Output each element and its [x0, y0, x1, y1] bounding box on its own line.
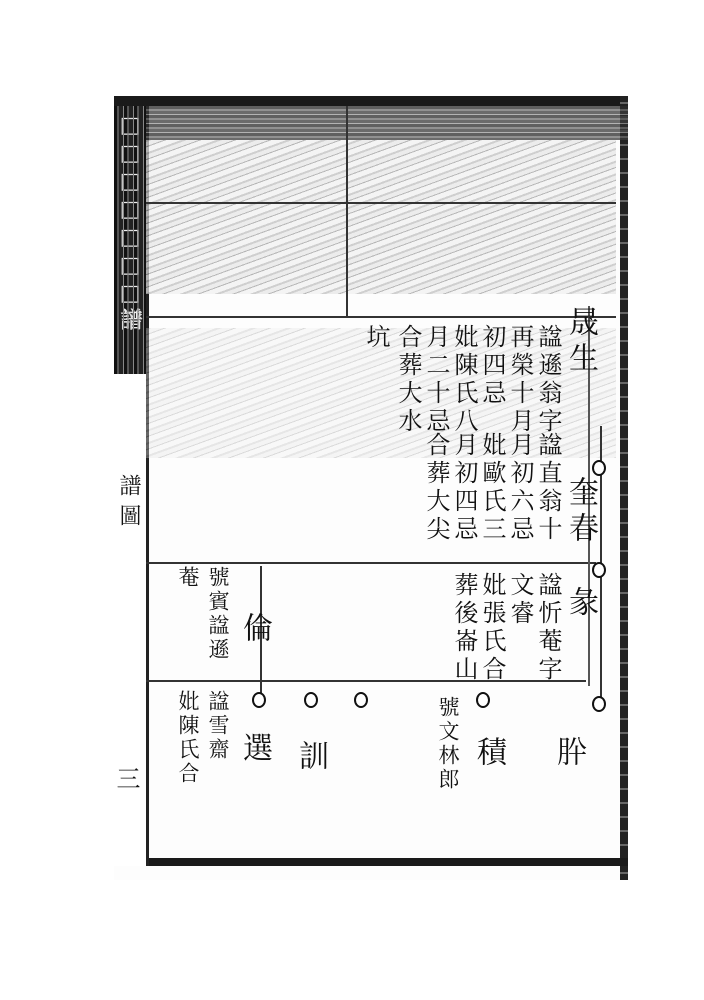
lineage-node [252, 692, 266, 708]
descendant-name: 選 [237, 732, 272, 768]
lineage-node [592, 696, 606, 712]
lineage-node [592, 460, 606, 476]
ancestor-name: 彖 [563, 586, 598, 622]
page-spine [114, 106, 149, 866]
spine-title: □□□□□□□譜 [117, 112, 143, 332]
descendant-note: 菴 [176, 566, 200, 590]
biography-column: 月初四忌 [450, 432, 478, 544]
lineage-node [354, 692, 368, 708]
frame-right-border [620, 96, 628, 880]
biography-column: 諡直翁十 [534, 432, 562, 544]
biography-column: 合葬大尖 [422, 432, 450, 544]
biography-column: 妣張氏合 [478, 572, 506, 684]
smudge-band [146, 106, 628, 140]
folio-number: 三 [112, 766, 140, 790]
descendant-name: 積 [471, 736, 506, 772]
ancestor-name: 肸 [551, 736, 586, 772]
biography-column: 葬後崙山 [450, 572, 478, 684]
lineage-node [592, 562, 606, 578]
column-divider [346, 106, 348, 316]
lineage-node [304, 692, 318, 708]
biography-column: 妣陳氏八 [450, 324, 478, 436]
frame-bottom-border [134, 858, 628, 866]
biography-column: 妣歐氏三 [478, 432, 506, 544]
descendant-note: 號賓諡遜 [206, 566, 230, 662]
lineage-node [476, 692, 490, 708]
smudge-band [146, 140, 616, 202]
biography-column: 再榮十月 [506, 324, 534, 436]
biography-column: 諡遜翁字 [534, 324, 562, 436]
row-divider [146, 680, 586, 682]
descendant-name: 倫 [237, 612, 272, 648]
descendant-note: 妣陳氏合 [176, 690, 200, 786]
biography-column: 初四忌 [478, 324, 506, 408]
row-divider [146, 562, 596, 564]
descendant-note: 號文林郎 [436, 696, 460, 792]
frame-top-border [114, 96, 628, 106]
ancestor-name: 晟生 [563, 306, 598, 378]
biography-column: 合葬大水 [394, 324, 422, 436]
row-divider [146, 316, 616, 318]
biography-column: 月初六忌 [506, 432, 534, 544]
genealogy-page [114, 96, 628, 880]
descendant-name: 訓 [293, 740, 328, 776]
descendant-note: 諡雪齋 [206, 690, 230, 762]
biography-column: 文睿 [506, 572, 534, 628]
biography-column: 月二十忌 [422, 324, 450, 436]
biography-column: 諡忻菴字 [534, 572, 562, 684]
smudge-band [146, 204, 616, 294]
spine-section-label: 譜圖 [116, 474, 141, 534]
biography-column: 坑 [362, 324, 390, 352]
ancestor-name: 奎春 [563, 476, 598, 548]
